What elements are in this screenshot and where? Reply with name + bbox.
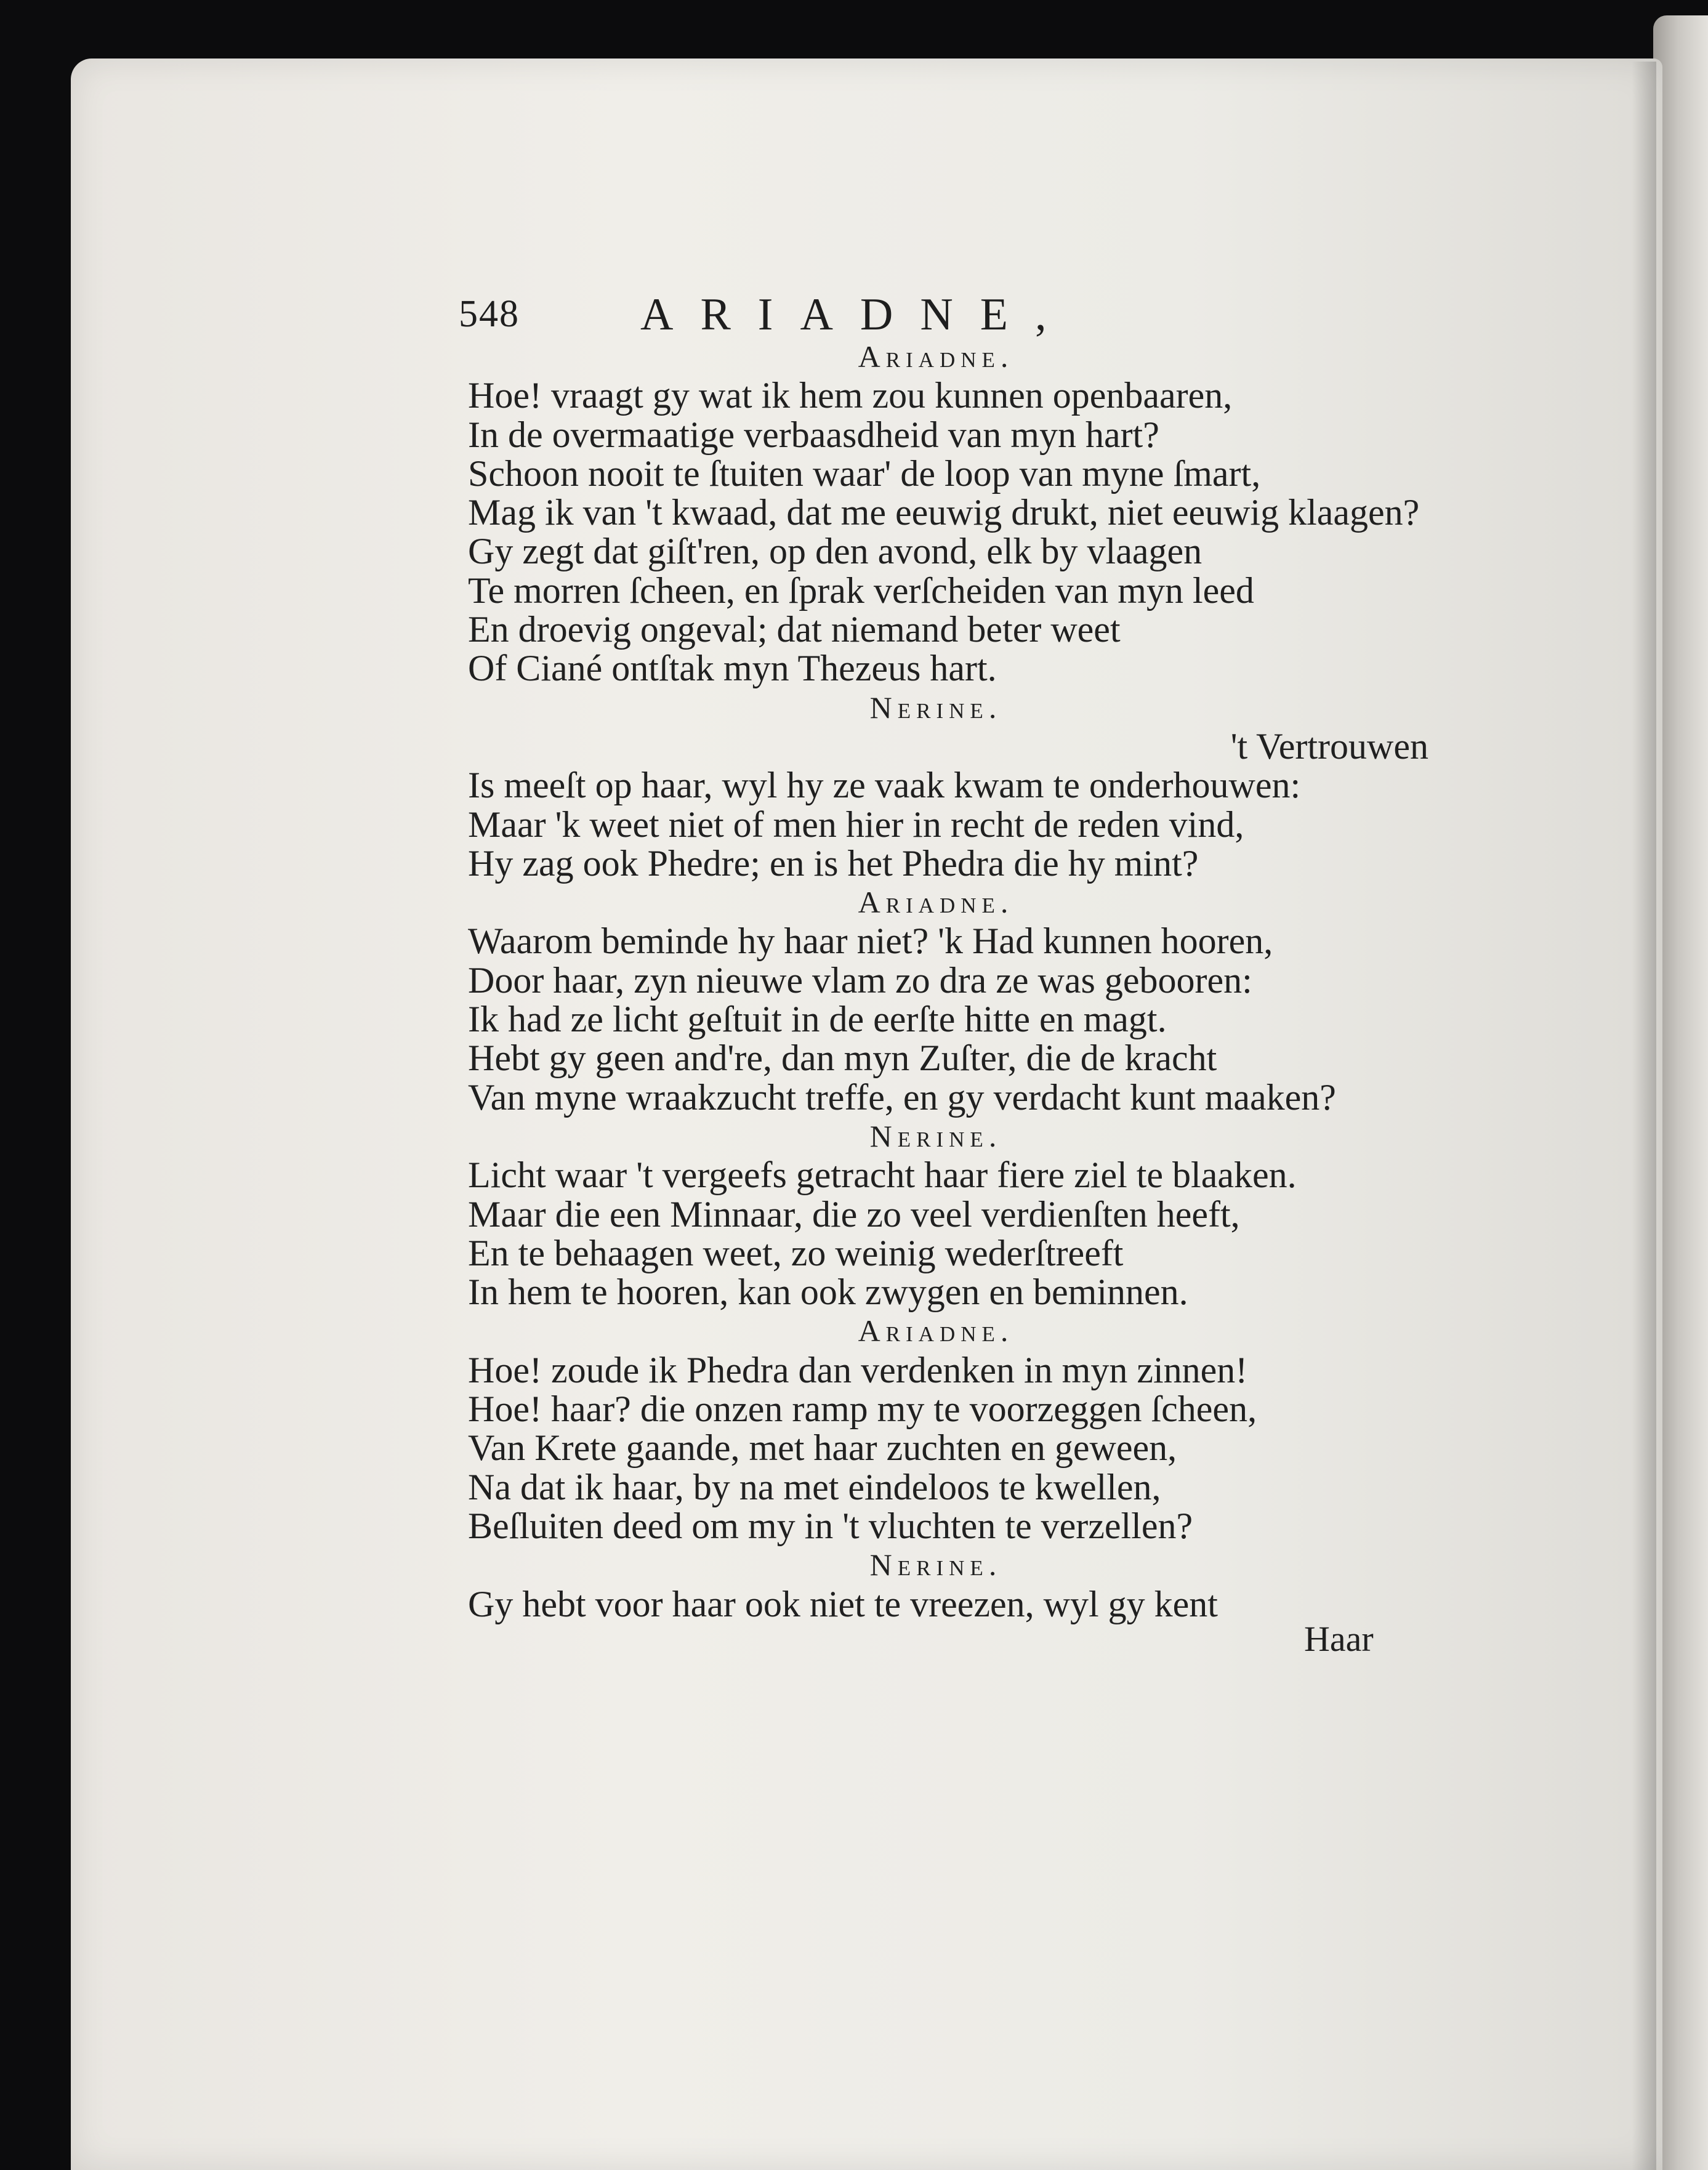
verse-line: Na dat ik haar, by na met eindeloos te kwellen,: [468, 1466, 1161, 1507]
verse-line: Te morren ſcheen, en ſprak verſcheiden van myn leed: [468, 570, 1254, 611]
page-gutter-shadow: [1632, 62, 1656, 2170]
verse-line: Gy zegt dat giſt'ren, op den avond, elk by vlaagen: [468, 531, 1202, 572]
verse-line: Schoon nooit te ſtuiten waar' de loop van myne ſmart,: [468, 453, 1261, 494]
verse-line: 't Vertrouwen: [1230, 725, 1428, 767]
verse-line: Hebt gy geen and're, dan myn Zuſter, die de kracht: [468, 1038, 1217, 1079]
speaker-heading: Ariadne.: [858, 885, 1014, 920]
verse-line: En te behaagen weet, zo weinig wederſtreeft: [468, 1232, 1124, 1273]
verse-line: Maar die een Minnaar, die zo veel verdienſten heeft,: [468, 1193, 1240, 1235]
running-title: ARIADNE,: [640, 289, 1074, 340]
verse-line: Of Ciané ontſtak myn Thezeus hart.: [468, 648, 997, 689]
verse-line: Ik had ze licht geſtuit in de eerſte hitte en magt.: [468, 999, 1167, 1040]
verse-line: Maar 'k weet niet of men hier in recht de reden vind,: [468, 804, 1244, 845]
verse-line: In hem te hooren, kan ook zwygen en beminnen.: [468, 1272, 1188, 1313]
verse-line: Hy zag ook Phedre; en is het Phedra die hy mint?: [468, 842, 1199, 884]
verse-line: Door haar, zyn nieuwe vlam zo dra ze was gebooren:: [468, 959, 1252, 1001]
verse-line: Mag ik van 't kwaad, dat me eeuwig drukt, niet eeuwig klaagen?: [468, 492, 1420, 533]
speaker-heading: Nerine.: [869, 1118, 1002, 1153]
catchword: Haar: [1304, 1619, 1374, 1659]
speaker-heading: Nerine.: [869, 690, 1002, 725]
verse-line: Hoe! zoude ik Phedra dan verdenken in myn zinnen!: [468, 1349, 1248, 1390]
speaker-heading: Ariadne.: [858, 339, 1014, 374]
verse-line: Van myne wraakzucht treffe, en gy verdacht kunt maaken?: [468, 1076, 1336, 1118]
verse-line: En droevig ongeval; dat niemand beter weet: [468, 609, 1121, 650]
verse-line: In de overmaatige verbaasdheid van myn hart?: [468, 414, 1159, 455]
verse-line: Is meeſt op haar, wyl hy ze vaak kwam te onderhouwen:: [468, 765, 1301, 806]
verse-line: Van Krete gaande, met haar zuchten en geween,: [468, 1427, 1177, 1469]
verse-line: Gy hebt voor haar ook niet te vreezen, wyl gy kent: [468, 1583, 1218, 1624]
verse-line: Hoe! vraagt gy wat ik hem zou kunnen openbaaren,: [468, 375, 1233, 416]
verse-line: Beſluiten deed om my in 't vluchten te verzellen?: [468, 1505, 1193, 1546]
verse-line: Waarom beminde hy haar niet? 'k Had kunnen hooren,: [468, 921, 1273, 962]
verse-line: Hoe! haar? die onzen ramp my te voorzeggen ſcheen,: [468, 1389, 1257, 1430]
verse-line: Licht waar 't vergeefs getracht haar fiere ziel te blaaken.: [468, 1155, 1297, 1196]
page-number: 548: [459, 293, 520, 335]
speaker-heading: Nerine.: [869, 1547, 1002, 1583]
speaker-heading: Ariadne.: [858, 1313, 1014, 1349]
verse-text-block: [468, 337, 1428, 1624]
